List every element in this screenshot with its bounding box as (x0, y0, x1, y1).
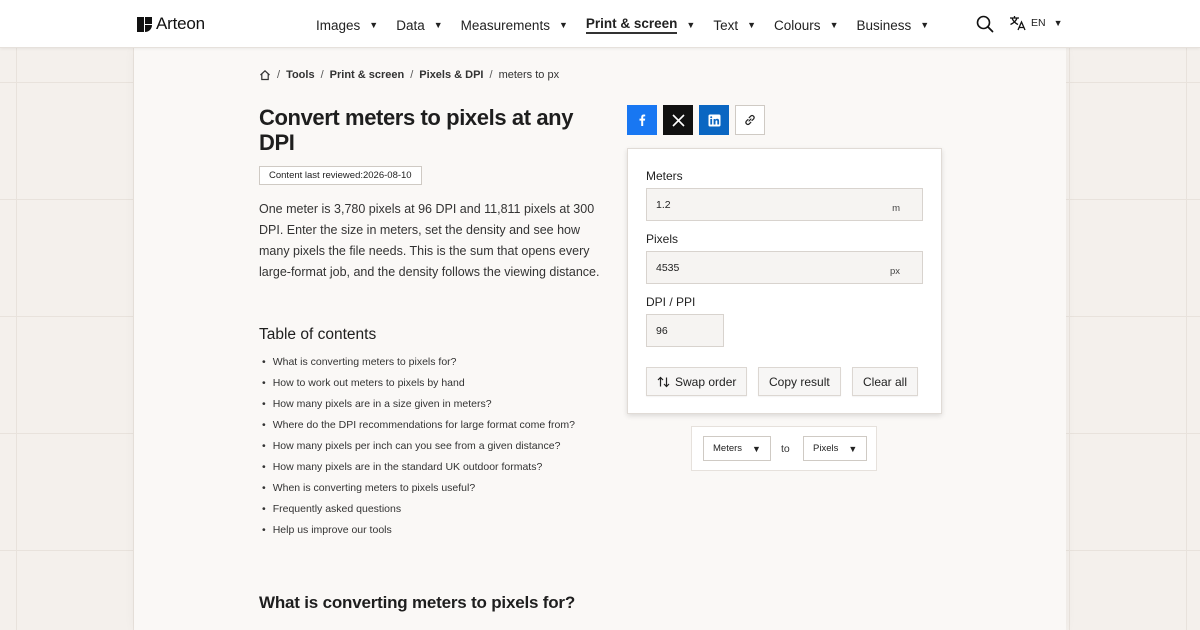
caret-down-icon: ▼ (558, 20, 568, 30)
from-unit-select[interactable]: Meters ▼ (703, 436, 771, 461)
toc-item[interactable]: • When is converting meters to pixels useful? (262, 478, 575, 499)
meters-input[interactable] (646, 188, 923, 221)
breadcrumb-tools[interactable]: Tools (286, 69, 315, 81)
meters-value: 1.2 (656, 199, 671, 211)
page-title: Convert meters to pixels at any DPI (259, 105, 574, 155)
table-of-contents (262, 352, 575, 541)
breadcrumb: / Tools / Print & screen / Pixels & DPI / meters to px (259, 69, 559, 81)
toc-item[interactable]: • How many pixels per inch can you see from a given distance? (262, 436, 575, 457)
brand-name: Arteon (156, 14, 205, 33)
pixels-unit: px (889, 266, 900, 277)
nav-item-text[interactable]: Text ▼ (713, 17, 757, 33)
linkedin-icon (708, 114, 721, 127)
caret-down-icon: ▼ (1053, 18, 1063, 28)
home-icon[interactable] (259, 69, 271, 81)
language-selector[interactable] (1009, 15, 1063, 31)
language-code: EN (1031, 17, 1046, 29)
breadcrumb-current: meters to px (498, 69, 560, 81)
caret-down-icon: ▼ (848, 443, 858, 454)
nav-item-images[interactable]: Images ▼ (316, 17, 379, 33)
dpi-input[interactable] (646, 314, 724, 347)
pixels-label: Pixels (646, 232, 679, 246)
toc-item[interactable]: • Help us improve our tools (262, 520, 575, 541)
x-icon (672, 114, 685, 127)
nav-item-print-screen[interactable]: Print & screen ▼ (586, 16, 695, 34)
swap-order-button[interactable]: Swap order (646, 367, 747, 396)
share-x-button[interactable] (663, 105, 693, 135)
link-icon (743, 113, 757, 127)
unit-to-label: to (781, 443, 790, 455)
meters-unit: m (892, 203, 900, 214)
nav-item-colours[interactable]: Colours ▼ (774, 17, 839, 33)
caret-down-icon: ▼ (433, 20, 443, 30)
caret-down-icon: ▼ (829, 20, 839, 30)
pixels-value: 4535 (656, 262, 680, 274)
toc-item[interactable]: • What is converting meters to pixels for? (262, 352, 575, 373)
toc-item[interactable]: • Where do the DPI recommendations for large format come from? (262, 415, 575, 436)
caret-down-icon: ▼ (686, 20, 696, 30)
intro-text: One meter is 3,780 pixels at 96 DPI and 11,811 pixels at 300 DPI. Enter the size in meters, set the density and see how many pixels the file needs. This is the sum that opens every large-format job, and the density follows the viewing distance. (259, 202, 600, 279)
swap-arrows-icon (657, 376, 670, 388)
converter-card (627, 148, 942, 414)
translate-icon (1009, 15, 1026, 31)
search-icon[interactable] (976, 15, 994, 33)
toc-item[interactable]: • Frequently asked questions (262, 499, 575, 520)
toc-item[interactable]: • How many pixels are in a size given in meters? (262, 394, 575, 415)
caret-down-icon: ▼ (369, 20, 379, 30)
nav-item-data[interactable]: Data ▼ (396, 17, 443, 33)
unit-selector-bar (691, 426, 877, 471)
nav-item-business[interactable]: Business ▼ (856, 17, 930, 33)
toc-item[interactable]: • How many pixels are in the standard UK outdoor formats? (262, 457, 575, 478)
toc-item[interactable]: • How to work out meters to pixels by hand (262, 373, 575, 394)
caret-down-icon: ▼ (747, 20, 757, 30)
caret-down-icon: ▼ (752, 443, 761, 454)
nav-item-measurements[interactable]: Measurements ▼ (460, 17, 568, 33)
dpi-value: 96 (656, 325, 668, 337)
facebook-icon (635, 113, 649, 127)
caret-down-icon: ▼ (920, 20, 930, 30)
to-unit-select[interactable]: Pixels ▼ (803, 436, 867, 461)
section-heading: What is converting meters to pixels for? (259, 593, 576, 612)
breadcrumb-pixels-dpi[interactable]: Pixels & DPI (419, 69, 484, 81)
clear-all-button[interactable]: Clear all (852, 367, 918, 396)
share-facebook-button[interactable] (627, 105, 657, 135)
site-header (0, 0, 1200, 48)
breadcrumb-print-screen[interactable]: Print & screen (329, 69, 405, 81)
main-nav (316, 16, 947, 34)
reviewed-badge: Content last reviewed:2026-08-10 (259, 166, 422, 185)
dpi-label: DPI / PPI (646, 295, 696, 309)
logo-mark-icon (137, 17, 152, 32)
pixels-input[interactable] (646, 251, 923, 284)
meters-label: Meters (646, 169, 683, 183)
copy-result-button[interactable]: Copy result (758, 367, 841, 396)
brand-logo[interactable] (137, 14, 205, 34)
copy-link-button[interactable] (735, 105, 765, 135)
share-linkedin-button[interactable] (699, 105, 729, 135)
toc-title: Table of contents (259, 326, 377, 343)
